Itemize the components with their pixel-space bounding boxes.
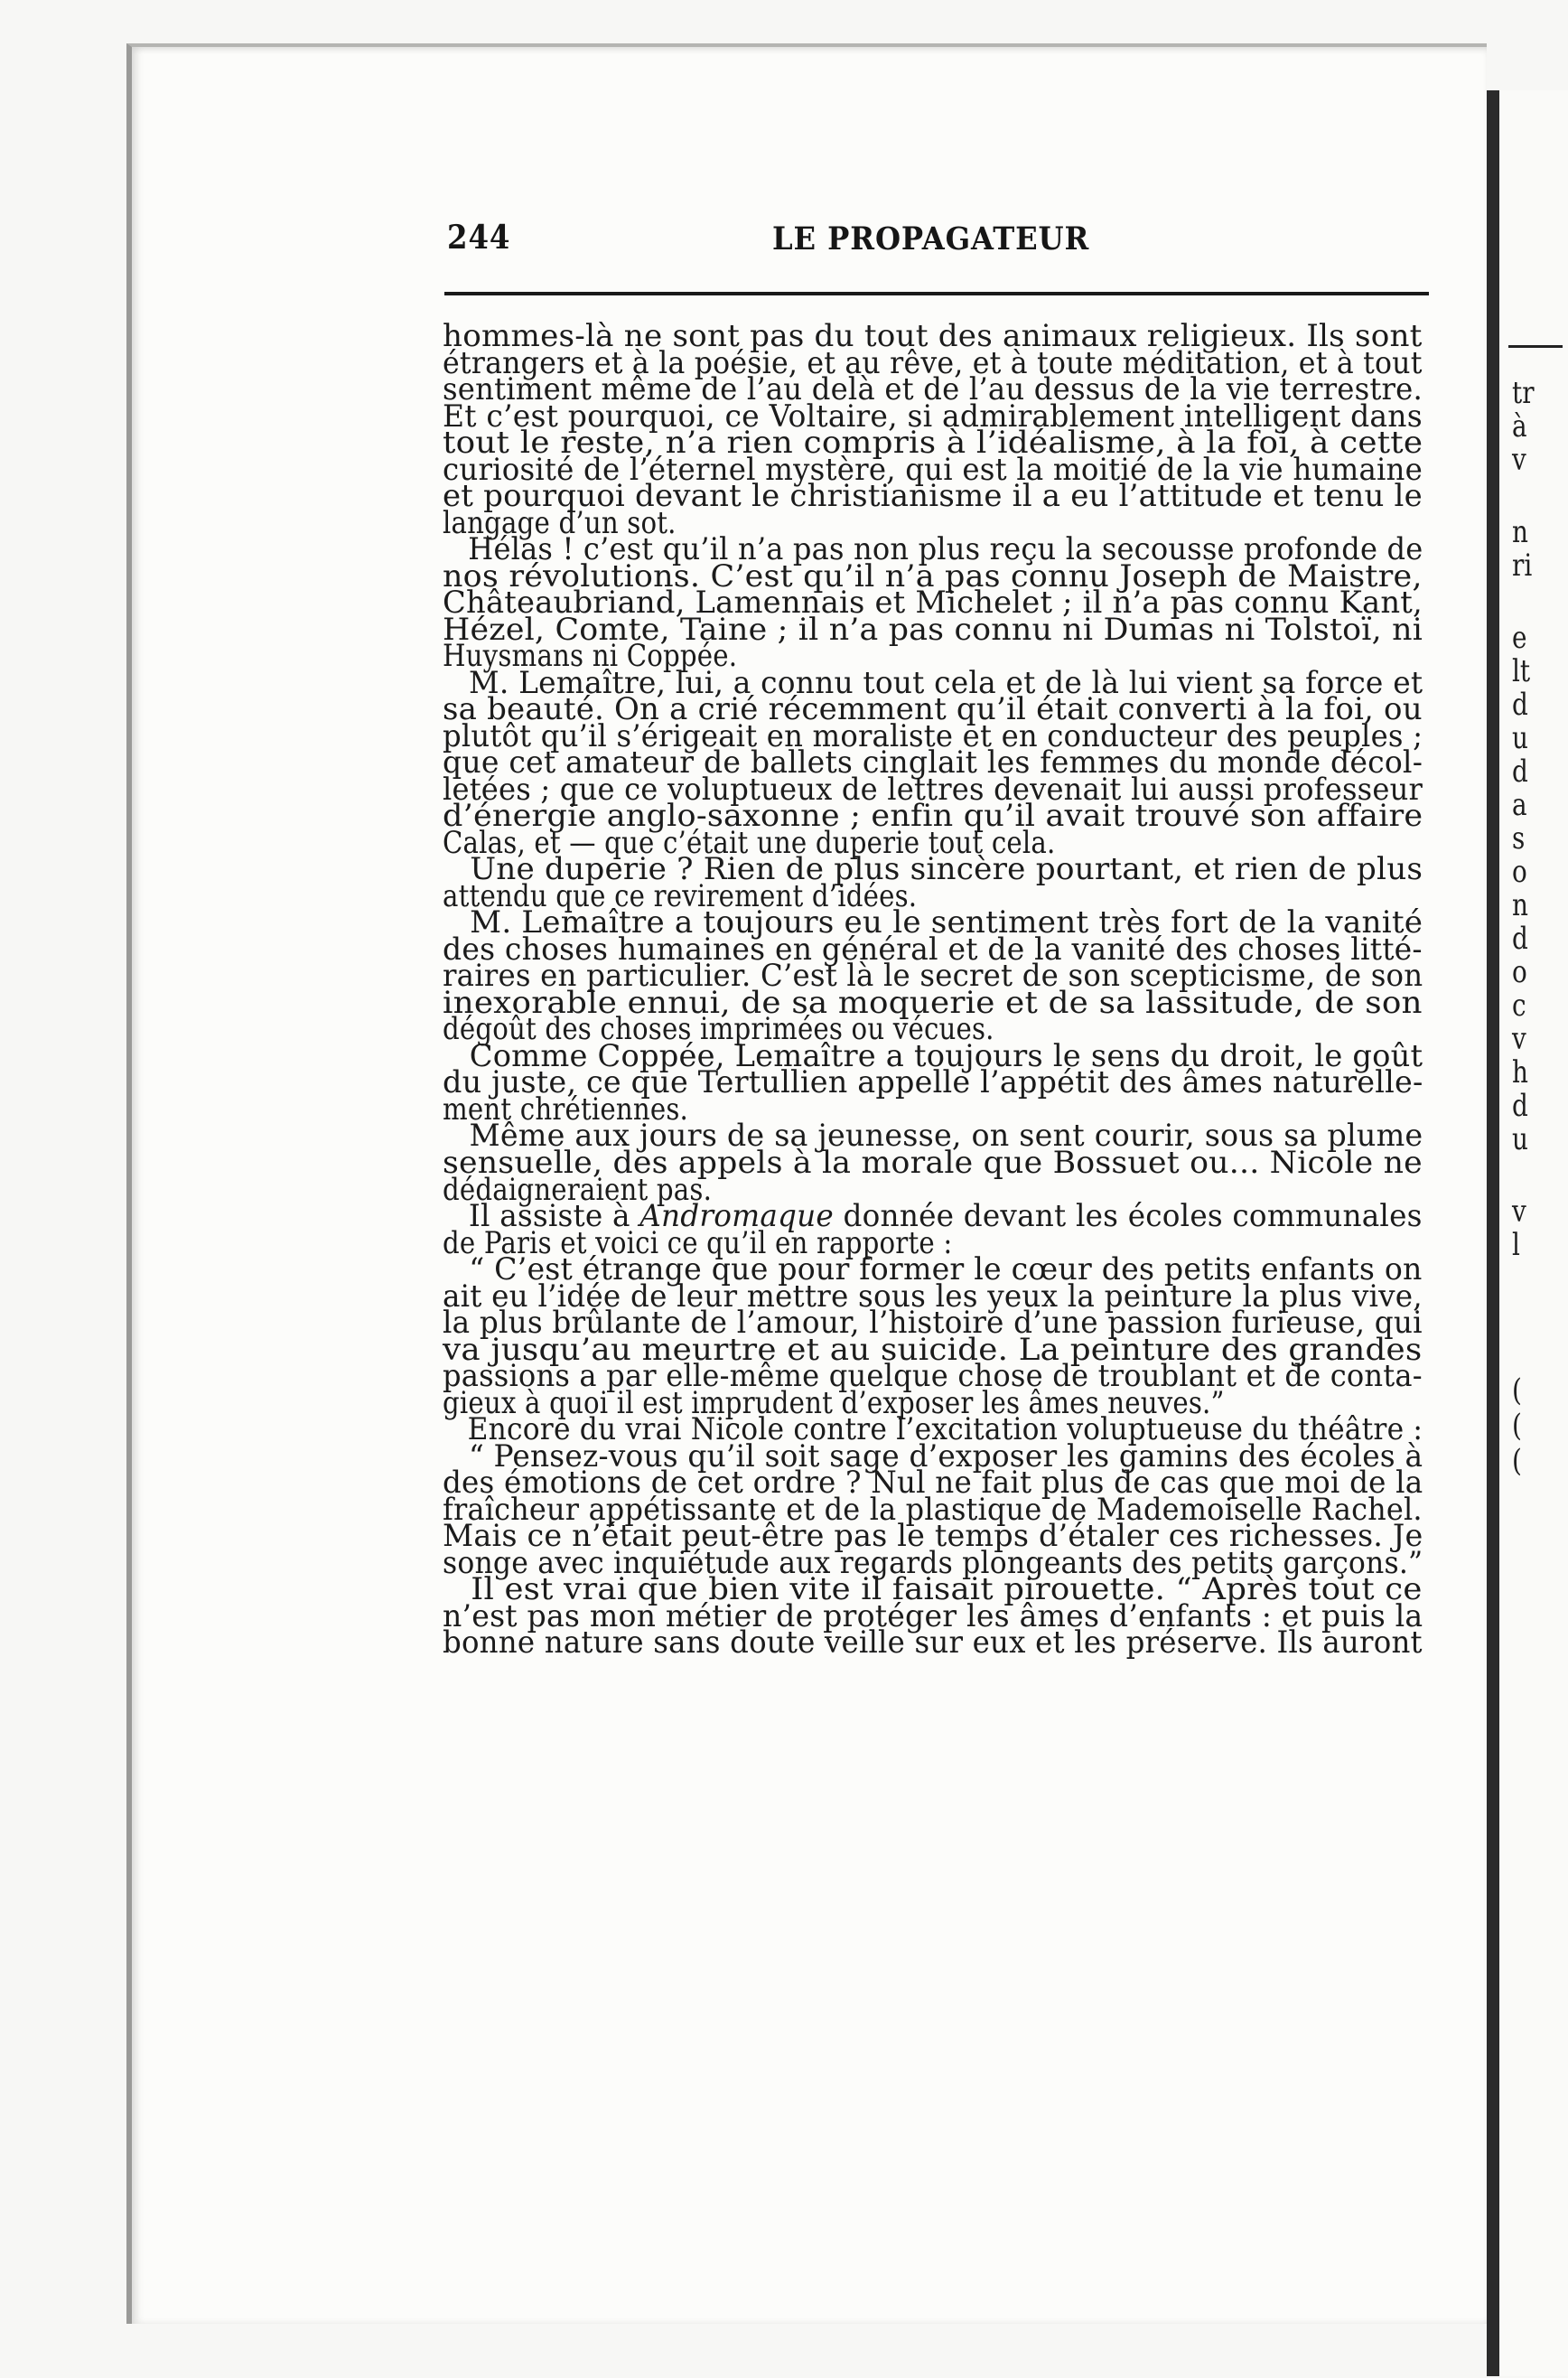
adjacent-page-fragment: o [1512,954,1527,990]
text-line: Et c’est pourquoi, ce Voltaire, si admirablement intelligent dans [443,398,1423,435]
adjacent-page-fragment: à [1512,408,1527,445]
text-line: plutôt qu’il s’érigeait en moraliste et en conducteur des peuples ; [443,717,1423,754]
adjacent-page-fragment: n [1512,887,1528,923]
adjacent-page-fragment: d [1512,921,1528,957]
adjacent-page-fragment: v [1512,442,1526,478]
text-line: bonne nature sans doute veille sur eux et les préserve. Ils auront [443,1624,1423,1662]
text-line: étrangers et à la poésie, et au rêve, et à toute méditation, et à tout [443,344,1423,381]
adjacent-page-fragment: v [1512,1021,1526,1057]
text-line: Même aux jours de sa jeunesse, on sent courir, sous sa plume [469,1118,1423,1155]
page-number: 244 [447,219,511,257]
text-line: “ C’est étrange que pour former le cœur des petits enfants on [469,1251,1423,1288]
text-line: gieux à quoi il est imprudent d’exposer les âmes neuves.” [443,1384,1225,1421]
text-line: inexorable ennui, de sa moquerie et de sa lassitude, de son [443,984,1423,1021]
text-line: des émotions de cet ordre ? Nul ne fait plus de cas que moi de la [443,1465,1423,1502]
text-line: songe avec inquiétude aux regards plongeants des petits garçons.” [443,1544,1423,1581]
text-line: passions a par elle-même quelque chose de troublant et de conta- [443,1358,1423,1395]
text-line: attendu que ce revirement d’idées. [443,877,918,914]
adjacent-page-fragment: d [1512,1088,1528,1124]
text-line: sa beauté. On a crié récemment qu’il était converti à la foi, ou [443,691,1423,728]
text-line: Il assiste à Andromaque donnée devant les écoles communales [468,1198,1423,1235]
text-line: Encore du vrai Nicole contre l’excitation voluptueuse du théâtre : [467,1411,1423,1448]
adjacent-page-fragment: a [1512,787,1527,823]
text-line: ait eu l’idée de leur mettre sous les yeux la peinture la plus vive, [443,1278,1423,1315]
text-line: Calas, et — que c’était une duperie tout cela. [443,824,1056,861]
adjacent-page-fragment: ( [1512,1443,1522,1479]
text-line: Il est vrai que bien vite il faisait pirouette. “ Après tout ce [471,1571,1423,1608]
text-line: des choses humaines en général et de la vanité des choses litté- [443,931,1423,968]
text-line: va jusqu’au meurtre et au suicide. La peinture des grandes [443,1331,1423,1368]
adjacent-page-fragment: e [1512,620,1527,656]
text-line: letées ; que ce voluptueux de lettres devenait lui aussi professeur [443,771,1423,808]
adjacent-page-fragment: ( [1512,1408,1522,1444]
text-line: Hélas ! c’est qu’il n’a pas non plus reçu la secousse profonde de [468,531,1423,568]
text-line: d’énergie anglo-saxonne ; enfin qu’il avait trouvé son affaire [443,798,1423,835]
adjacent-page-fragment: o [1512,854,1527,890]
text-line: la plus brûlante de l’amour, l’histoire d’une passion furieuse, qui [443,1305,1423,1342]
running-title: LE PROPAGATEUR [772,220,1090,257]
text-line: et pourquoi devant le christianisme il a eu l’attitude et tenu le [443,478,1423,515]
text-line: nos révolutions. C’est qu’il n’a pas connu Joseph de Maistre, [443,557,1423,594]
adjacent-page-fragment: n [1512,514,1528,550]
text-line: que cet amateur de ballets cinglait les femmes du monde décol- [443,744,1423,782]
adjacent-page-fragment: tr [1512,375,1535,411]
text-line: dédaigneraient pas. [443,1171,713,1208]
text-line: M. Lemaître a toujours eu le sentiment très fort de la vanité [470,904,1423,941]
text-line: curiosité de l’éternel mystère, qui est la moitié de la vie humaine [443,451,1423,488]
body-text [443,318,1423,1662]
adjacent-page-rule [1508,345,1563,348]
adjacent-page-fragment: d [1512,754,1528,790]
text-line: n’est pas mon métier de protéger les âmes d’enfants : et puis la [443,1597,1423,1634]
text-line: Une duperie ? Rien de plus sincère pourtant, et rien de plus [470,851,1423,888]
page-header [447,219,1427,273]
text-line: Mais ce n’était peut-être pas le temps d’étaler ces richesses. Je [443,1518,1423,1555]
text-line: langage d’un sot. [443,504,677,541]
adjacent-page-fragment: d [1512,687,1528,723]
text-line: du juste, ce que Tertullien appelle l’appétit des âmes naturelle- [443,1064,1423,1101]
adjacent-page-fragment: c [1512,988,1526,1024]
adjacent-page-fragment: l [1512,1227,1520,1263]
adjacent-page-fragment: u [1512,720,1528,756]
text-line: “ Pensez-vous qu’il soit sage d’exposer les gamins des écoles à [468,1437,1423,1475]
text-line: hommes-là ne sont pas du tout des animaux religieux. Ils sont [443,318,1423,354]
text-line: sensuelle, des appels à la morale que Bossuet ou... Nicole ne [443,1144,1423,1181]
adjacent-page-fragment: lt [1512,653,1531,689]
adjacent-page-fragment: ( [1512,1372,1522,1409]
text-line: M. Lemaître, lui, a connu tout cela et de là lui vient sa force et [468,664,1423,701]
adjacent-page-edge [1487,90,1568,2376]
adjacent-page-fragment: h [1512,1054,1528,1091]
text-line: de Paris et voici ce qu’il en rapporte : [443,1224,953,1261]
text-line: ment chrétiennes. [443,1091,689,1128]
header-rule [444,292,1429,295]
text-line: tout le reste, n’a rien compris à l’idéalisme, à la foi, à cette [443,425,1423,462]
text-line: dégoût des choses imprimées ou vécues. [443,1011,994,1048]
adjacent-page-fragment: s [1512,820,1526,857]
text-line: raires en particulier. C’est là le secret de son scepticisme, de son [443,958,1423,995]
text-line: Comme Coppée, Lemaître a toujours le sens du droit, le goût [469,1037,1423,1074]
adjacent-page-fragment: u [1512,1121,1528,1157]
text-line: sentiment même de l’au delà et de l’au dessus de la vie terrestre. [443,371,1423,408]
adjacent-page-fragment: ri [1512,548,1533,584]
italic-title: Andromaque [639,1198,834,1235]
text-line: fraîcheur appétissante et de la plastique de Mademoiselle Rachel. [443,1491,1423,1528]
text-line: Hézel, Comte, Taine ; il n’a pas connu ni Dumas ni Tolstoï, ni [443,611,1423,648]
adjacent-page-fragment: v [1512,1194,1526,1230]
text-line: Châteaubriand, Lamennais et Michelet ; il n’a pas connu Kant, [443,585,1423,622]
text-line: Huysmans ni Coppée. [443,638,738,675]
